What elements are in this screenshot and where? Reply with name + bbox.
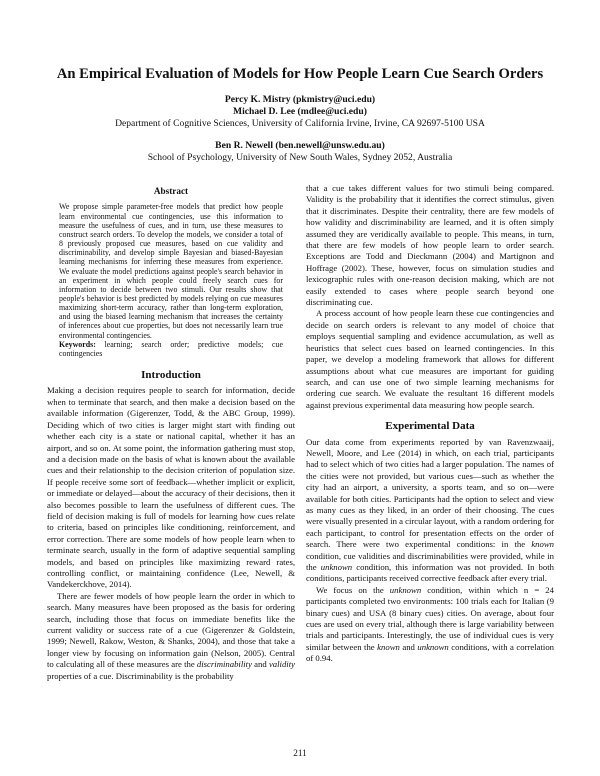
abstract-heading: Abstract — [153, 186, 189, 196]
experimental-paragraph-1: Our data come from experiments reported by van Ravenzwaaij, Newell, Moore, and Lee (2014) in which, on each trial, participants had to select which of two cities had a larger population. The names of the cities were not provided, but various cues—such as whether the city had an airport, a university, a sports team, and so on—were available for both cities. Participants had the option to select and view as many cues as they liked, in an order of their choosing. The cues were visually presented in a circular layout, with a random ordering for each participant, to control for presentation effects on the order of search. There were two experimental conditions: in the known condition, cue validities and discriminabilities were provided, while in the unknown condition, this information was not provided. In both conditions, participants received corrective feedback after every trial. — [306, 436, 554, 584]
paper-title: An Empirical Evaluation of Models for How People Learn Cue Search Orders — [56, 66, 544, 82]
right-column — [306, 183, 554, 665]
author-1: Percy K. Mistry (pkmistry@uci.edu) — [224, 94, 376, 105]
left-column — [47, 186, 295, 682]
affiliation-1: Department of Cognitive Sciences, University of California Irvine, Irvine, CA 92697-5100 USA — [115, 118, 485, 129]
intro-continued-paragraph: that a cue takes different values for two stimuli being compared. Validity is the probability that it identifies the correct stimulus, given that it discriminates. Despite their centrality, there are few models of how validity and discriminability are learned, and it is often simply assumed they are veridically available to people. This means, in turn, that there are few models of how people learn to order search. Exceptions are Todd and Dieckmann (2004) and Martignon and Hoffrage (2002). These, however, focus on simulation studies and lexicographic rules with one-reason decision making, which are not easily extended to cases where people search beyond one discriminating cue. — [306, 183, 554, 308]
intro-paragraph-3: A process account of how people learn these cue contingencies and decide on search orders is relevant to any model of choice that employs sequential sampling and evidence accumulation, as well as heuristics that select cues based on learned contingencies. In this paper, we develop a modeling framework that allows for different assumptions about what cue measures are important for guiding search, and can use one of two simple learning mechanisms for ordering cue search. We evaluate the resultant 16 different models against previous experimental data measuring how people search. — [306, 308, 554, 410]
author-2: Michael D. Lee (mdlee@uci.edu) — [233, 106, 367, 117]
intro-paragraph-2: There are fewer models of how people learn the order in which to search. Many measures have been proposed as the basis for ordering search, including those that focus on immediate benefits like the current validity or success rate of a cue (Gigerenzer & Goldstein, 1999; Newell, Rakow, Weston, & Shanks, 2004), and those that take a longer view by focusing on information gain (Nelson, 2005). Central to calculating all of these measures are the discriminability and validity properties of a cue. Discriminability is the probability — [47, 590, 295, 681]
introduction-heading: Introduction — [141, 369, 201, 382]
abstract-text: We propose simple parameter-free models that predict how people learn environmental cue contingencies, use this information to measure the usefulness of cues, and in turn, use these measures to construct search orders. To develop the models, we consider a total of 8 previously proposed cue measures, based on cue validity and discriminability, and develop simple Bayesian and biased-Bayesian learning mechanisms for inferring these measures from experience. We evaluate the model predictions against people's search behavior in an experiment in which people could freely search cues for information to decide between two stimuli. Our results show that people's behavior is best predicted by models relying on cue measures maximizing short-term accuracy, rather than long-term exploration, and using the biased learning mechanism that increases the certainty of inferences about cue properties, but does not necessarily learn true environmental contingencies. — [59, 202, 283, 340]
experimental-paragraph-2: We focus on the unknown condition, within which n = 24 participants completed two environments: 100 trials each for Italian (9 binary cues) and USA (8 binary cues) cities. On average, about four cues are used on every trial, although there is large variability between trials and participants. Interestingly, the use of individual cues is very similar between the known and unknown conditions, with a correlation of 0.94. — [306, 584, 555, 664]
page-number: 211 — [293, 748, 307, 758]
author-3: Ben R. Newell (ben.newell@unsw.edu.au) — [215, 140, 385, 151]
keywords: Keywords: learning; search order; predictive models; cue contingencies — [59, 339, 283, 358]
affiliation-2: School of Psychology, University of New South Wales, Sydney 2052, Australia — [147, 152, 453, 163]
intro-paragraph-1: Making a decision requires people to search for information, decide when to terminate that search, and then make a decision based on the available information (Gigerenzer, Todd, & the ABC Group, 1999). Deciding which of two cities is larger might start with finding out whether each city is a state or national capital, whether it has an airport, and so on. At some point, the information gathering must stop, and a decision made on the basis of what is known about the available cues and their relationship to the decision criterion of population size. If people receive some sort of feedback—whether implicit or explicit, or immediate or delayed—about the accuracy of their decisions, then it also becomes possible to learn the usefulness of different cues. The field of decision making is full of models for learning how cues relate to criteria, based on principles like conditioning, reinforcement, and error correction. There are some models of how people learn when to terminate search, usually in the form of adaptive sequential sampling models, and based on principles like maximizing reward rates, controlling conflict, or maintaining confidence (Lee, Newell, & Vandekerckhove, 2014). — [47, 385, 295, 590]
experimental-data-heading: Experimental Data — [385, 420, 475, 433]
